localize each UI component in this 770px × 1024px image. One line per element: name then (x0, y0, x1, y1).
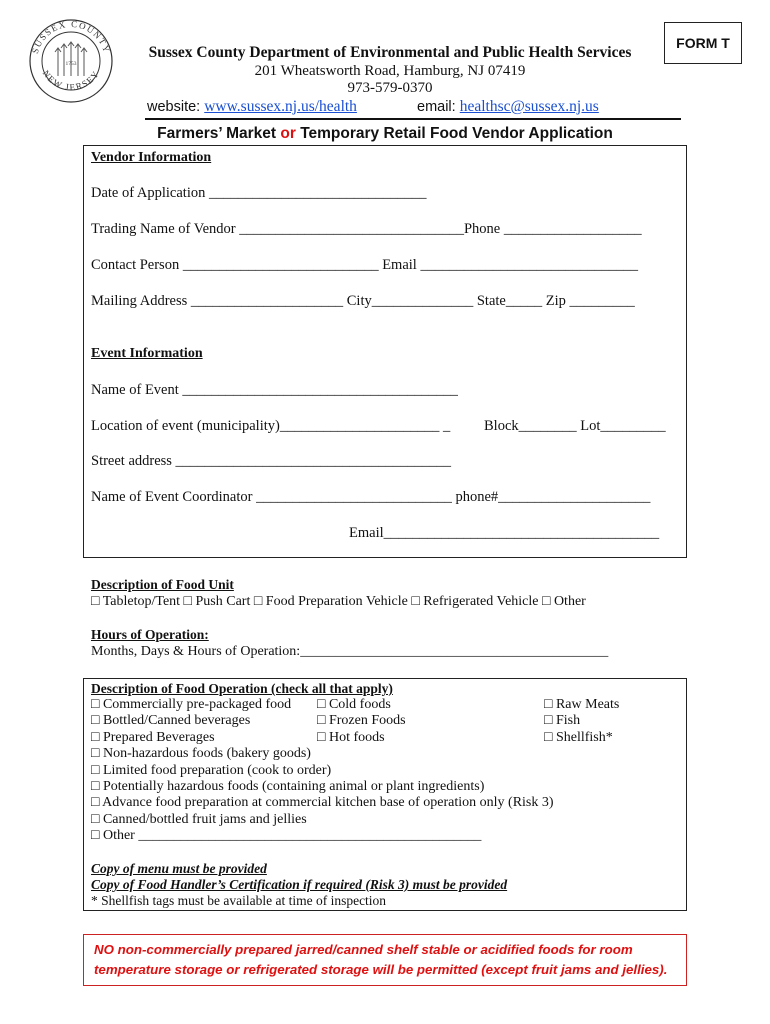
checkbox-jams-jellies[interactable]: □ Canned/bottled fruit jams and jellies (91, 812, 307, 827)
event-coordinator-field[interactable]: Name of Event Coordinator ___________________________ phone#_____________________ (91, 489, 651, 505)
trading-name-field[interactable]: Trading Name of Vendor _______________________________Phone ___________________ (91, 221, 642, 237)
event-heading: Event Information (91, 346, 203, 361)
warning-line-1: NO non-commercially prepared jarred/canned shelf stable or acidified foods for room (94, 942, 633, 957)
title-part1: Farmers’ Market (157, 125, 277, 142)
food-unit-options[interactable]: □ Tabletop/Tent □ Push Cart □ Food Preparation Vehicle □ Refrigerated Vehicle □ Other (91, 594, 586, 609)
checkbox-prepackaged[interactable]: □ Commercially pre-packaged food (91, 697, 292, 712)
website-label: website: (147, 99, 201, 115)
seal-year: 1753 (65, 61, 77, 67)
menu-note: Copy of menu must be provided (91, 861, 267, 876)
email-label: email: (417, 99, 456, 115)
checkbox-fish[interactable]: □ Fish (544, 713, 581, 728)
checkbox-prepared-beverages[interactable]: □ Prepared Beverages (91, 730, 215, 745)
warning-line-2: temperature storage or refrigerated storage will be permitted (except fruit jams and jellies). (94, 962, 668, 977)
department-name: Sussex County Department of Environmental and Public Health Services (148, 44, 632, 61)
event-location-field[interactable]: Location of event (municipality)______________________ _ (91, 418, 451, 434)
seal-top-text: SUSSEX COUNTY (29, 18, 113, 55)
certification-note: Copy of Food Handler’s Certification if required (Risk 3) must be provided (91, 877, 508, 892)
event-name-field[interactable]: Name of Event ______________________________________ (91, 382, 458, 398)
department-address: 201 Wheatsworth Road, Hamburg, NJ 07419 (254, 63, 526, 79)
contact-person-field[interactable]: Contact Person ___________________________ Email ______________________________ (91, 257, 638, 273)
department-phone: 973-579-0370 (347, 80, 433, 96)
checkbox-cold-foods[interactable]: □ Cold foods (317, 697, 391, 712)
operation-heading: Description of Food Operation (check all that apply) (91, 681, 393, 696)
checkbox-limited-prep[interactable]: □ Limited food preparation (cook to order) (91, 763, 332, 778)
checkbox-hot-foods[interactable]: □ Hot foods (317, 730, 385, 745)
block-lot-field[interactable]: Block________ Lot_________ (484, 418, 666, 434)
checkbox-bottled[interactable]: □ Bottled/Canned beverages (91, 713, 251, 728)
title-or: or (280, 125, 296, 142)
warning-box (83, 934, 687, 986)
email-link[interactable]: healthsc@sussex.nj.us (459, 98, 599, 115)
checkbox-shellfish[interactable]: □ Shellfish* (544, 730, 613, 745)
mailing-address-field[interactable]: Mailing Address _____________________ City______________ State_____ Zip _________ (91, 293, 635, 309)
seal-bottom-text: NEW JERSEY (40, 68, 102, 93)
food-unit-heading: Description of Food Unit (91, 577, 234, 592)
checkbox-raw-meats[interactable]: □ Raw Meats (544, 697, 620, 712)
checkbox-advance-prep[interactable]: □ Advance food preparation at commercial kitchen base of operation only (Risk 3) (91, 795, 554, 810)
form-label: FORM T (664, 22, 742, 64)
vendor-heading: Vendor Information (91, 150, 212, 165)
street-address-field[interactable]: Street address ______________________________________ (91, 453, 452, 469)
website-link[interactable]: www.sussex.nj.us/health (204, 98, 357, 115)
checkbox-potentially-hazardous[interactable]: □ Potentially hazardous foods (containing animal or plant ingredients) (91, 779, 485, 794)
website-row (147, 98, 357, 116)
title-part2: Temporary Retail Food Vendor Application (300, 125, 613, 142)
date-of-application-field[interactable]: Date of Application ______________________________ (91, 185, 427, 201)
checkbox-frozen-foods[interactable]: □ Frozen Foods (317, 713, 406, 728)
checkbox-other[interactable]: □ Other _________________________________________________ (91, 828, 482, 843)
header-divider (145, 118, 681, 120)
coordinator-email-field[interactable]: Email______________________________________ (349, 525, 660, 541)
shellfish-note: * Shellfish tags must be available at time of inspection (91, 893, 387, 908)
hours-heading: Hours of Operation: (91, 627, 209, 642)
hours-field[interactable]: Months, Days & Hours of Operation:____________________________________________ (91, 644, 609, 659)
application-title (80, 125, 690, 143)
email-row (417, 98, 599, 116)
checkbox-non-hazardous[interactable]: □ Non-hazardous foods (bakery goods) (91, 746, 311, 761)
